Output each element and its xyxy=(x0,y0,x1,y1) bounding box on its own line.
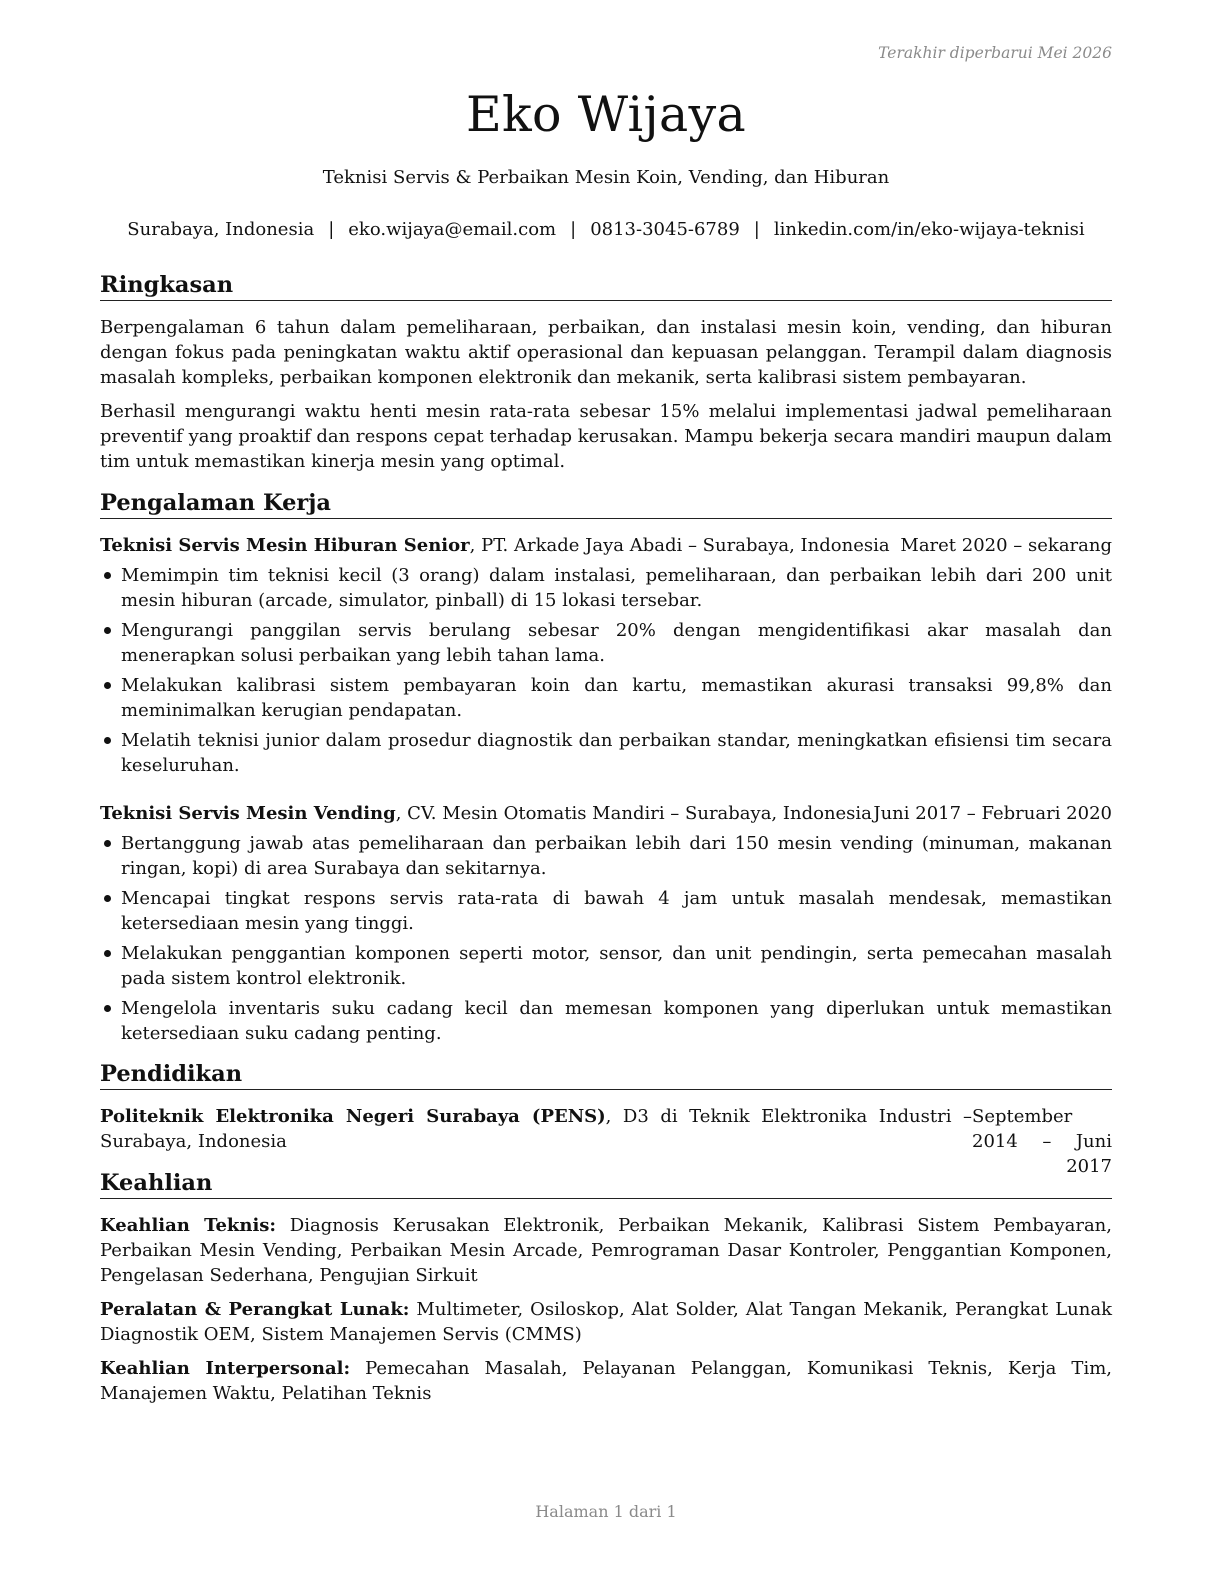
job-bullets xyxy=(100,831,1112,1051)
education-detail: , D3 di Teknik Elektronika Industri – Surabaya, Indonesia xyxy=(100,1106,972,1152)
job-header xyxy=(100,801,1112,826)
section-heading-education: Pendidikan xyxy=(100,1059,1112,1090)
list-item: Mencapai tingkat respons servis rata-rata di bawah 4 jam untuk masalah mendesak, memastikan ketersediaan mesin yang tinggi. xyxy=(100,886,1112,936)
job-role: Teknisi Servis Mesin Hiburan Senior xyxy=(100,535,470,556)
list-item: Mengelola inventaris suku cadang kecil dan memesan komponen yang diperlukan untuk memastikan ketersediaan suku cadang penting. xyxy=(100,996,1112,1046)
contact-location: Surabaya, Indonesia xyxy=(127,219,315,240)
list-item: Melakukan kalibrasi sistem pembayaran koin dan kartu, memastikan akurasi transaksi 99,8% dan meminimalkan kerugian pendapatan. xyxy=(100,673,1112,723)
candidate-name: Eko Wijaya xyxy=(465,86,746,143)
skill-group xyxy=(100,1213,1112,1288)
skill-text: Pemecahan Masalah, Pelayanan Pelanggan, Komunikasi Teknis, Kerja Tim, Manajemen Waktu, Pelatihan Teknis xyxy=(100,1358,1112,1404)
page-number: Halaman 1 dari 1 xyxy=(535,1502,677,1521)
job-dates: Maret 2020 – sekarang xyxy=(900,535,1112,556)
skill-text: Diagnosis Kerusakan Elektronik, Perbaikan Mekanik, Kalibrasi Sistem Pembayaran, Perbaikan Mesin Vending, Perbaikan Mesin Arcade, Pemrograman Dasar Kontroler, Penggantian Komponen, Pengelasan Sederhana, Pengujian Sirkuit xyxy=(100,1215,1112,1286)
job-company: , CV. Mesin Otomatis Mandiri – Surabaya, Indonesia xyxy=(395,803,872,824)
school-name: Politeknik Elektronika Negeri Surabaya (PENS) xyxy=(100,1106,606,1127)
job-header xyxy=(100,533,1112,558)
education-dates: September 2014 – Juni 2017 xyxy=(972,1106,1112,1177)
separator: | xyxy=(753,219,760,240)
skill-label: Keahlian Teknis: xyxy=(100,1215,277,1236)
skill-group xyxy=(100,1297,1112,1347)
skill-group xyxy=(100,1356,1112,1406)
contact-line xyxy=(100,219,1112,240)
skill-label: Peralatan & Perangkat Lunak: xyxy=(100,1299,410,1320)
last-updated: Terakhir diperbarui Mei 2026 xyxy=(878,44,1112,62)
contact-phone: 0813-3045-6789 xyxy=(590,219,740,240)
job-role: Teknisi Servis Mesin Vending xyxy=(100,803,396,824)
list-item: Melakukan penggantian komponen seperti motor, sensor, dan unit pendingin, serta pemecahan masalah pada sistem kontrol elektronik. xyxy=(100,941,1112,991)
job-bullets xyxy=(100,563,1112,783)
job-dates: Juni 2017 – Februari 2020 xyxy=(873,803,1112,824)
list-item: Mengurangi panggilan servis berulang sebesar 20% dengan mengidentifikasi akar masalah dan menerapkan solusi perbaikan yang lebih tahan lama. xyxy=(100,618,1112,668)
section-heading-experience: Pengalaman Kerja xyxy=(100,488,1112,519)
section-heading-summary: Ringkasan xyxy=(100,270,1112,301)
summary-paragraph-1: Berpengalaman 6 tahun dalam pemeliharaan, perbaikan, dan instalasi mesin koin, vending, dan hiburan dengan fokus pada peningkatan waktu aktif operasional dan kepuasan pelanggan. Terampil dalam diagnosis masalah kompleks, perbaikan komponen elektronik dan mekanik, serta kalibrasi sistem pembayaran. xyxy=(100,317,1112,388)
list-item: Memimpin tim teknisi kecil (3 orang) dalam instalasi, pemeliharaan, dan perbaikan lebih dari 200 unit mesin hiburan (arcade, simulator, pinball) di 15 lokasi tersebar. xyxy=(100,563,1112,613)
list-item: Bertanggung jawab atas pemeliharaan dan perbaikan lebih dari 150 mesin vending (minuman, makanan ringan, kopi) di area Surabaya dan sekitarnya. xyxy=(100,831,1112,881)
job-company: , PT. Arkade Jaya Abadi – Surabaya, Indonesia xyxy=(469,535,890,556)
contact-linkedin[interactable]: linkedin.com/in/eko-wijaya-teknisi xyxy=(773,219,1085,240)
list-item: Melatih teknisi junior dalam prosedur diagnostik dan perbaikan standar, meningkatkan efisiensi tim secara keseluruhan. xyxy=(100,728,1112,778)
contact-email[interactable]: eko.wijaya@email.com xyxy=(348,219,557,240)
summary-paragraph-2: Berhasil mengurangi waktu henti mesin rata-rata sebesar 15% melalui implementasi jadwal pemeliharaan preventif yang proaktif dan respons cepat terhadap kerusakan. Mampu bekerja secara mandiri maupun dalam tim untuk memastikan kinerja mesin yang optimal. xyxy=(100,401,1112,472)
separator: | xyxy=(570,219,577,240)
education-entry xyxy=(100,1104,972,1154)
resume-page xyxy=(100,0,1112,1584)
skill-label: Keahlian Interpersonal: xyxy=(100,1358,351,1379)
section-heading-skills: Keahlian xyxy=(100,1168,1112,1199)
job-title: Teknisi Servis & Perbaikan Mesin Koin, Vending, dan Hiburan xyxy=(322,167,890,188)
skill-text: Multimeter, Osiloskop, Alat Solder, Alat Tangan Mekanik, Perangkat Lunak Diagnostik OEM, Sistem Manajemen Servis (CMMS) xyxy=(100,1299,1112,1345)
separator: | xyxy=(328,219,335,240)
